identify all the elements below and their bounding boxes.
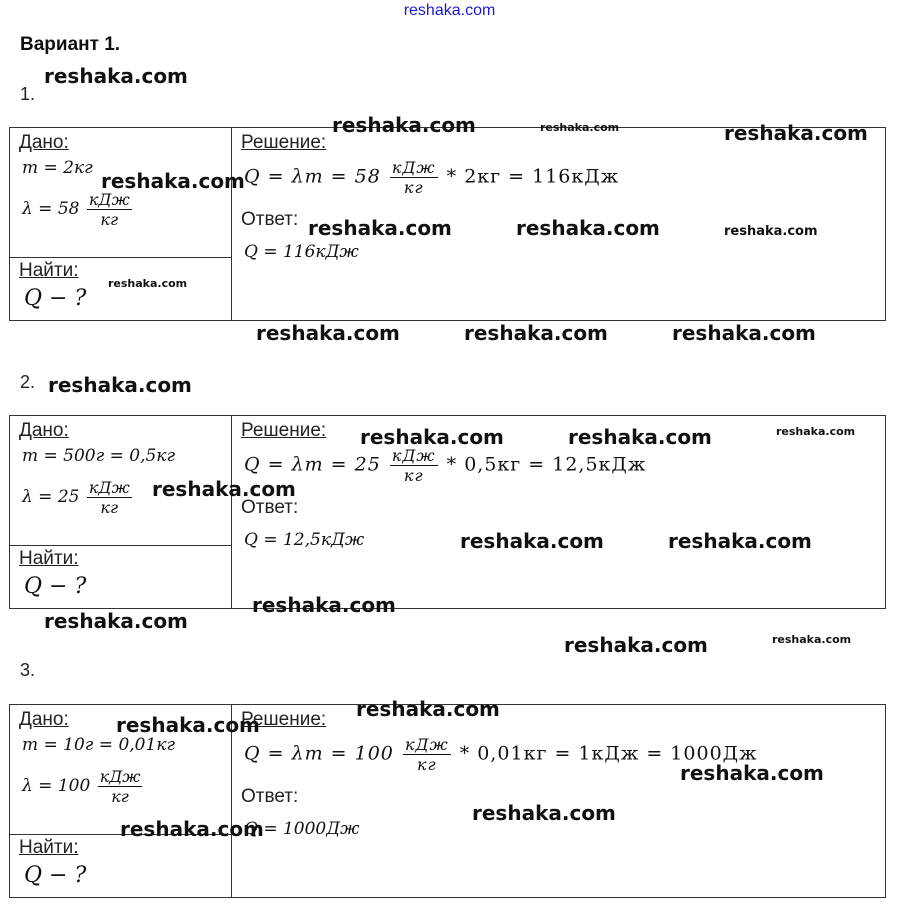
solution-formula	[244, 446, 646, 485]
unit-fraction	[403, 735, 451, 774]
watermark: reshaka.com	[108, 277, 188, 290]
watermark: reshaka.com	[668, 529, 812, 553]
unit-numerator: кДж	[99, 767, 141, 786]
watermark: reshaka.com	[464, 321, 608, 345]
find-row	[10, 834, 231, 897]
solution-suffix: * 0,01кг = 1кДж = 1000Дж	[459, 742, 758, 765]
watermark: reshaka.com	[724, 121, 868, 145]
unit-denominator: кг	[403, 178, 424, 197]
watermark: reshaka.com	[48, 373, 192, 397]
solution-suffix: * 2кг = 116кДж	[446, 165, 620, 188]
solution-prefix: Q = λm = 25	[244, 453, 381, 476]
find-label: Найти:	[19, 260, 79, 281]
lambda-value: λ = 25	[22, 487, 80, 507]
given-mass: m = 500г = 0,5кг	[22, 446, 176, 466]
find-value: Q − ?	[24, 863, 87, 888]
find-value: Q − ?	[24, 574, 87, 599]
watermark: reshaka.com	[120, 817, 264, 841]
watermark: reshaka.com	[152, 477, 296, 501]
watermark: reshaka.com	[672, 321, 816, 345]
watermark: reshaka.com	[680, 761, 824, 785]
unit-numerator: кДж	[88, 478, 130, 497]
unit-fraction	[390, 158, 438, 197]
answer-label: Ответ:	[241, 497, 299, 518]
lambda-value: λ = 58	[22, 199, 80, 219]
solution-label: Решение:	[241, 709, 327, 730]
solution-label: Решение:	[241, 420, 327, 441]
watermark: reshaka.com	[360, 425, 504, 449]
given-label: Дано:	[19, 132, 69, 153]
watermark: reshaka.com	[516, 216, 660, 240]
find-label: Найти:	[19, 548, 79, 569]
answer-label: Ответ:	[241, 786, 299, 807]
problem-number: 2.	[20, 372, 36, 392]
solution-label: Решение:	[241, 132, 327, 153]
given-label: Дано:	[19, 709, 69, 730]
watermark: reshaka.com	[44, 64, 188, 88]
answer-value: Q = 1000Дж	[244, 819, 360, 839]
watermark: reshaka.com	[116, 713, 260, 737]
unit-fraction	[87, 190, 132, 229]
unit-fraction	[98, 767, 143, 806]
watermark: reshaka.com	[776, 425, 856, 438]
watermark: reshaka.com	[472, 801, 616, 825]
unit-denominator: кг	[403, 466, 424, 485]
watermark: reshaka.com	[772, 633, 852, 646]
unit-denominator: кг	[100, 210, 119, 229]
given-lambda	[22, 767, 144, 806]
given-column	[10, 416, 232, 608]
solution-formula	[244, 158, 619, 197]
variant-title: Вариант 1.	[20, 34, 121, 55]
watermark: reshaka.com	[724, 224, 818, 239]
site-link[interactable]: reshaka.com	[403, 2, 496, 19]
answer-value: Q = 12,5кДж	[244, 530, 365, 550]
unit-denominator: кг	[100, 498, 119, 517]
unit-numerator: кДж	[391, 446, 436, 465]
unit-denominator: кг	[111, 787, 129, 806]
watermark: reshaka.com	[308, 216, 452, 240]
watermark: reshaka.com	[460, 529, 604, 553]
unit-numerator: кДж	[404, 735, 449, 754]
given-mass: m = 2кг	[22, 158, 93, 178]
unit-denominator: кг	[417, 755, 437, 774]
solution-prefix: Q = λm = 100	[244, 742, 394, 765]
watermark: reshaka.com	[540, 121, 620, 134]
unit-fraction	[390, 446, 438, 485]
solution-suffix: * 0,5кг = 12,5кДж	[446, 453, 647, 476]
watermark: reshaka.com	[356, 697, 500, 721]
find-value: Q − ?	[24, 286, 87, 311]
watermark: reshaka.com	[44, 609, 188, 633]
watermark: reshaka.com	[252, 593, 396, 617]
problem-number: 3.	[20, 660, 36, 680]
answer-label: Ответ:	[241, 209, 299, 230]
given-lambda	[22, 478, 134, 517]
given-column	[10, 128, 232, 320]
given-mass: m = 10г = 0,01кг	[22, 735, 176, 755]
find-row	[10, 545, 231, 608]
watermark: reshaka.com	[256, 321, 400, 345]
given-label: Дано:	[19, 420, 69, 441]
lambda-value: λ = 100	[22, 776, 91, 796]
problem-number: 1.	[20, 84, 36, 104]
watermark: reshaka.com	[568, 425, 712, 449]
unit-numerator: кДж	[88, 190, 130, 209]
unit-numerator: кДж	[391, 158, 436, 177]
watermark: reshaka.com	[332, 113, 476, 137]
watermark: reshaka.com	[564, 633, 708, 657]
given-lambda	[22, 190, 134, 229]
solution-prefix: Q = λm = 58	[244, 165, 381, 188]
unit-fraction	[87, 478, 132, 517]
answer-value: Q = 116кДж	[244, 242, 359, 262]
watermark: reshaka.com	[101, 169, 245, 193]
find-label: Найти:	[19, 837, 79, 858]
